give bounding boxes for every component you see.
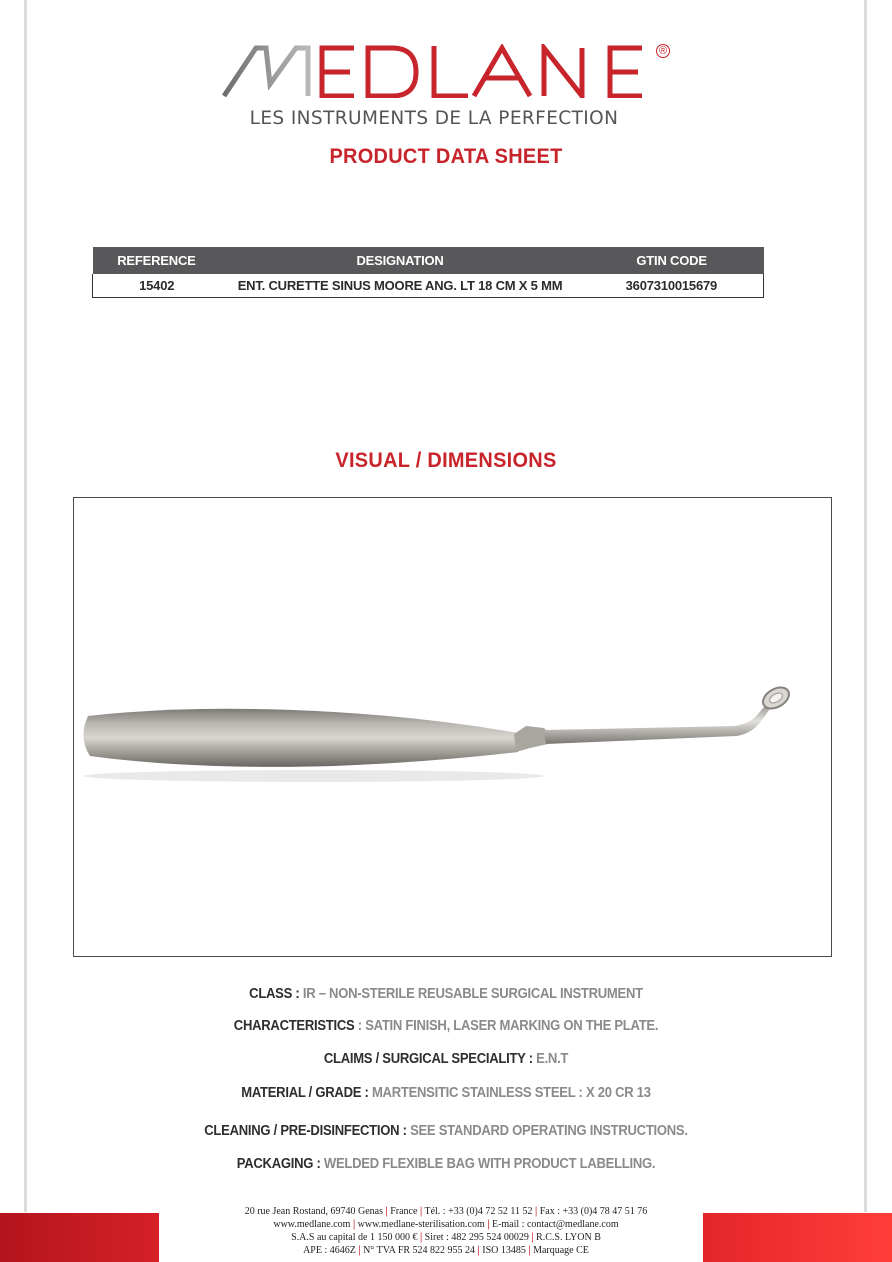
spec-packaging-label: PACKAGING : [236,1156,321,1172]
product-reference-table [92,247,764,298]
spec-cleaning [45,1123,848,1139]
footer-phone: Tél. : +33 (0)4 72 52 11 52 [424,1206,533,1217]
spec-material [45,1085,848,1101]
cell-reference: 15402 [93,274,221,298]
spec-characteristics [45,1018,848,1034]
cell-gtin-code: 3607310015679 [580,274,764,298]
spec-class [45,986,848,1002]
spec-class-label: CLASS : [249,986,300,1002]
footer-ape: APE : 4646Z [303,1245,356,1256]
spec-characteristics-label: CHARACTERISTICS [233,1018,355,1034]
spec-packaging [45,1156,848,1172]
spec-cleaning-label: CLEANING / PRE-DISINFECTION : [204,1123,407,1139]
header-gtin-code: GTIN CODE [580,247,764,274]
footer-website-link[interactable]: www.medlane.com [273,1219,351,1230]
registered-mark: ® [656,44,670,58]
footer-line-address: 20 rue Jean Rostand, 69740 Genas | France | Tél. : +33 (0)4 72 52 11 52 | Fax : +33 (0)4 78 47 51 76 [244,1206,648,1217]
spec-packaging-value: WELDED FLEXIBLE BAG WITH PRODUCT LABELLING. [320,1156,656,1172]
left-border-line [24,0,27,1212]
table-row [93,274,764,298]
spec-cleaning-value: SEE STANDARD OPERATING INSTRUCTIONS. [406,1123,688,1139]
footer-line-web: www.medlane.com | www.medlane-sterilisation.com | E-mail : contact@medlane.com [273,1219,619,1230]
spec-claims [45,1051,848,1067]
medlane-logo-wordmark [222,44,652,98]
footer-fax: Fax : +33 (0)4 78 47 51 76 [539,1206,648,1217]
footer-siret: Siret : 482 295 524 00029 [424,1232,529,1243]
spec-claims-label: CLAIMS / SURGICAL SPECIALITY : [323,1051,533,1067]
spec-material-label: MATERIAL / GRADE : [241,1085,369,1101]
footer-rcs: R.C.S. LYON B [536,1232,601,1243]
cell-designation: ENT. CURETTE SINUS MOORE ANG. LT 18 CM X 5 MM [220,274,579,298]
table-header-row [93,247,764,274]
footer-line-registration: APE : 4646Z | N° TVA FR 524 822 955 24 | ISO 13485 | Marquage CE [303,1245,589,1256]
header-reference: REFERENCE [93,247,221,274]
footer-line-legal: S.A.S au capital de 1 150 000 € | Siret : 482 295 524 00029 | R.C.S. LYON B [291,1232,601,1243]
company-footer [0,1205,892,1257]
spec-material-value: MARTENSITIC STAINLESS STEEL : X 20 CR 13 [368,1085,651,1101]
curette-instrument-image [74,498,831,956]
spec-class-value: IR – NON-STERILE REUSABLE SURGICAL INSTRUMENT [299,986,643,1002]
visual-dimensions-title: VISUAL / DIMENSIONS [335,449,557,472]
brand-logo [0,18,892,129]
footer-ce-mark: Marquage CE [533,1245,589,1256]
product-visual-frame [73,497,832,957]
right-border-line [864,0,867,1212]
spec-characteristics-value: : SATIN FINISH, LASER MARKING ON THE PLATE. [354,1018,659,1034]
footer-iso: ISO 13485 [482,1245,526,1256]
footer-capital: S.A.S au capital de 1 150 000 € [291,1232,418,1243]
header-designation: DESIGNATION [220,247,579,274]
product-data-sheet-title: PRODUCT DATA SHEET [329,145,563,168]
footer-email-link[interactable]: E-mail : contact@medlane.com [491,1219,619,1230]
footer-vat: N° TVA FR 524 822 955 24 [363,1245,476,1256]
footer-address: 20 rue Jean Rostand, 69740 Genas [244,1206,384,1217]
footer-country: France [390,1206,418,1217]
brand-tagline: LES INSTRUMENTS DE LA PERFECTION [249,108,619,129]
footer-sterilisation-link[interactable]: www.medlane-sterilisation.com [357,1219,485,1230]
spec-claims-value: E.N.T [532,1051,569,1067]
